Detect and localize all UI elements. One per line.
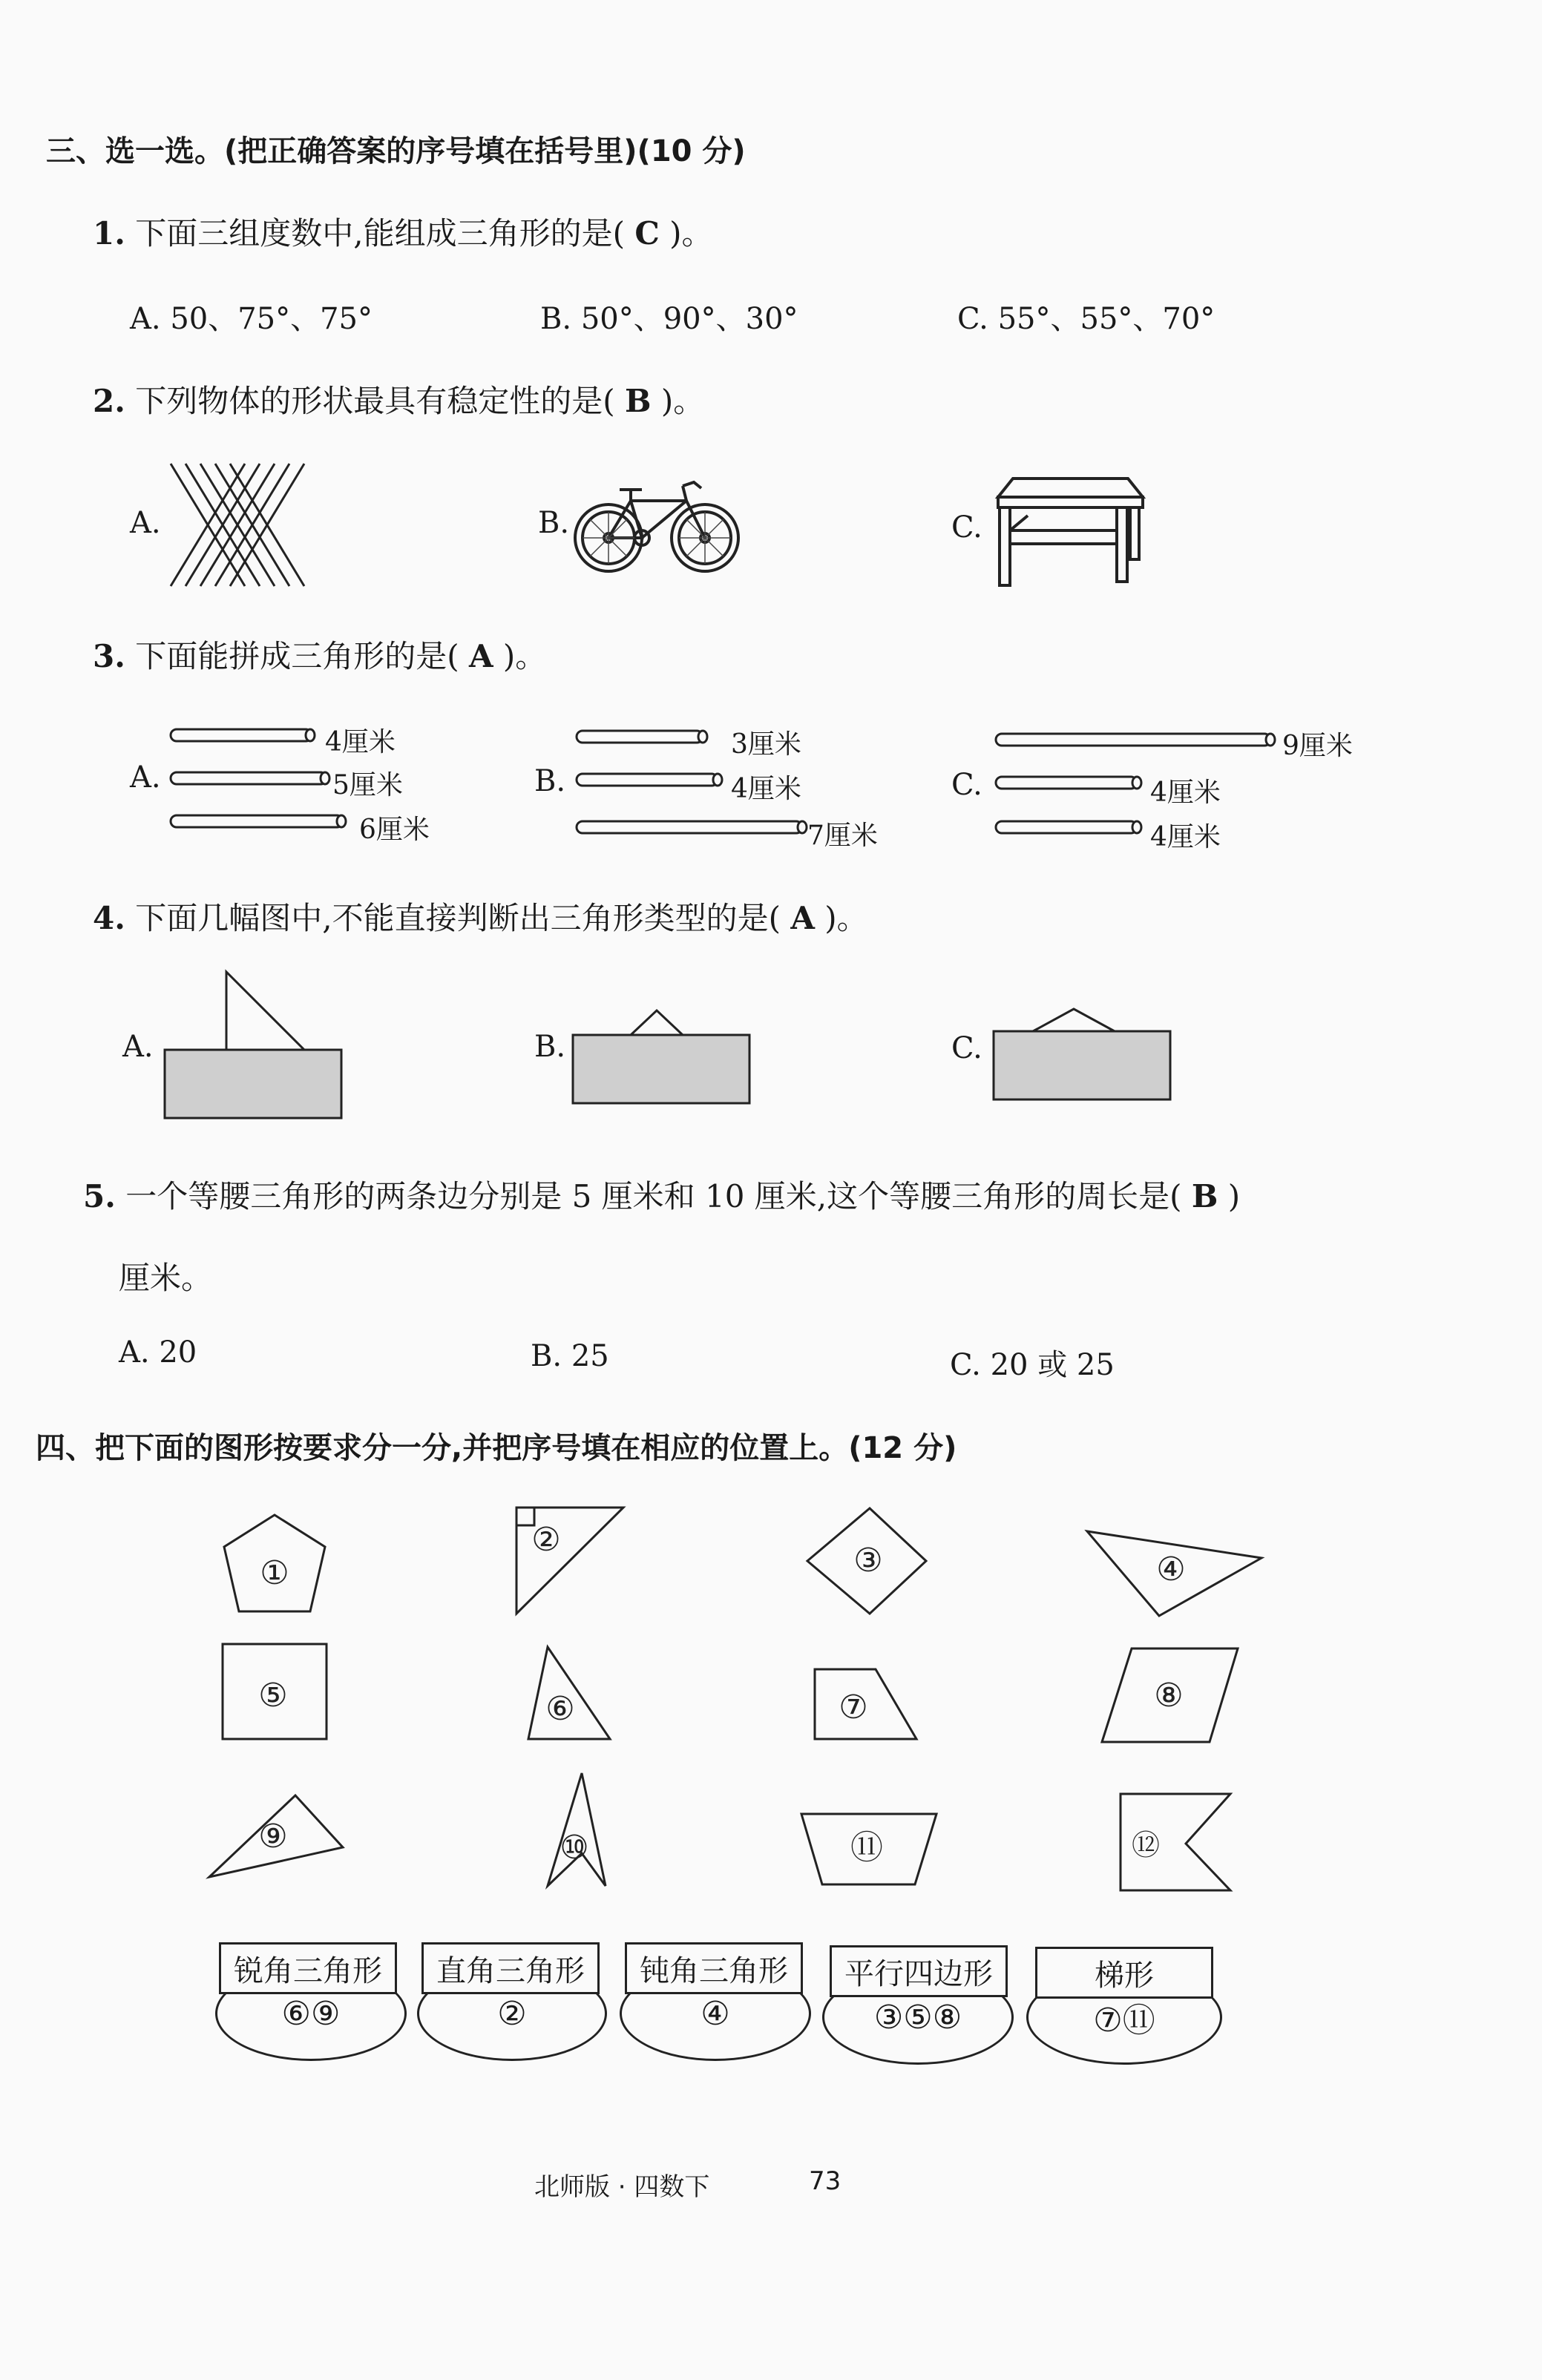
q2-option-a: A. <box>130 506 161 540</box>
section-4-title: 四、把下面的图形按要求分一分,并把序号填在相应的位置上。(12 分) <box>36 1431 957 1465</box>
shape-1-label: ① <box>260 1554 289 1592</box>
q3-answer: A <box>468 638 493 674</box>
shape-3-label: ③ <box>853 1542 883 1579</box>
q3-number: 3. <box>93 638 125 674</box>
q1-option-a: A. 50、75°、75° <box>130 302 373 336</box>
q3-a-stick-1-label: 4厘米 <box>325 727 396 757</box>
q1-option-b: B. 50°、90°、30° <box>540 302 798 336</box>
q2-option-b: B. <box>538 506 570 540</box>
shape-9-label: ⑨ <box>258 1818 288 1855</box>
q4-option-c: C. <box>951 1031 982 1065</box>
q1-end: )。 <box>669 215 713 252</box>
q3-c-stick-1-label: 9厘米 <box>1282 731 1353 761</box>
category-2-label: 直角三角形 <box>421 1942 600 1994</box>
shape-10-label: ⑩ <box>560 1829 589 1867</box>
category-1-answer: ⑥⑨ <box>281 1994 341 2033</box>
q5-answer: B <box>1191 1178 1218 1214</box>
q3-b-stick-2-label: 4厘米 <box>731 774 801 804</box>
shape-11-label: ⑪ <box>850 1829 883 1867</box>
q5-number: 5. <box>83 1178 116 1214</box>
q3-option-b: B. <box>534 764 566 798</box>
q5-text: 一个等腰三角形的两条边分别是 5 厘米和 10 厘米,这个等腰三角形的周长是( <box>125 1178 1182 1214</box>
q5-end: ) <box>1227 1178 1241 1214</box>
category-2-answer: ② <box>497 1994 527 2033</box>
category-3-answer: ④ <box>701 1994 730 2033</box>
q3-b-stick-3-label: 7厘米 <box>807 821 878 851</box>
shape-12-label: ⑫ <box>1131 1829 1161 1861</box>
q3-c-stick-3-label: 4厘米 <box>1150 822 1221 852</box>
q5-option-a: A. 20 <box>119 1335 197 1370</box>
q3-a-stick-3-label: 6厘米 <box>359 815 430 845</box>
category-1-label: 锐角三角形 <box>219 1942 397 1994</box>
category-4-label: 平行四边形 <box>830 1945 1008 1997</box>
q3-option-c: C. <box>951 768 982 802</box>
q4-number: 4. <box>93 900 125 936</box>
shape-6-label: ⑥ <box>545 1690 575 1728</box>
q2-end: )。 <box>660 383 705 419</box>
q2-answer: B <box>624 383 652 419</box>
category-5-label: 梯形 <box>1035 1947 1213 1999</box>
q5-line2: 厘米。 <box>119 1260 213 1296</box>
q1-number: 1. <box>93 215 125 252</box>
q5-option-b: B. 25 <box>531 1339 609 1373</box>
q3-a-stick-2-label: 5厘米 <box>332 770 403 801</box>
q3-c-stick-2-label: 4厘米 <box>1150 778 1221 808</box>
q2-number: 2. <box>93 383 125 419</box>
q3-b-stick-1-label: 3厘米 <box>731 729 801 760</box>
q1-answer: C <box>634 215 660 252</box>
q4-end: )。 <box>824 900 868 936</box>
page-number: 73 <box>809 2166 841 2196</box>
q4-text: 下面几幅图中,不能直接判断出三角形类型的是( <box>135 900 781 936</box>
q4-option-a: A. <box>122 1030 154 1064</box>
q4-answer: A <box>790 900 815 936</box>
q3-text: 下面能拼成三角形的是( <box>135 638 459 674</box>
q2-text: 下列物体的形状最具有稳定性的是( <box>135 383 615 419</box>
q4-option-b: B. <box>534 1030 566 1064</box>
shape-4-label: ④ <box>1156 1551 1186 1588</box>
q5-option-c: C. 20 或 25 <box>950 1348 1115 1382</box>
q2-option-c: C. <box>951 510 982 545</box>
shape-5-label: ⑤ <box>258 1677 288 1715</box>
q3-option-a: A. <box>130 760 161 795</box>
footer-edition: 北师版 · 四数下 <box>534 2172 710 2202</box>
q1-option-c: C. 55°、55°、70° <box>957 302 1215 336</box>
shape-8-label: ⑧ <box>1154 1677 1184 1715</box>
category-5-answer: ⑦⑪ <box>1093 2002 1155 2039</box>
q3-end: )。 <box>502 638 547 674</box>
category-3-label: 钝角三角形 <box>625 1942 803 1994</box>
section-3-title: 三、选一选。(把正确答案的序号填在括号里)(10 分) <box>46 134 746 168</box>
shape-7-label: ⑦ <box>839 1689 868 1726</box>
category-4-answer: ③⑤⑧ <box>873 1998 962 2037</box>
shape-2-label: ② <box>531 1521 561 1559</box>
q1-text: 下面三组度数中,能组成三角形的是( <box>135 215 625 252</box>
